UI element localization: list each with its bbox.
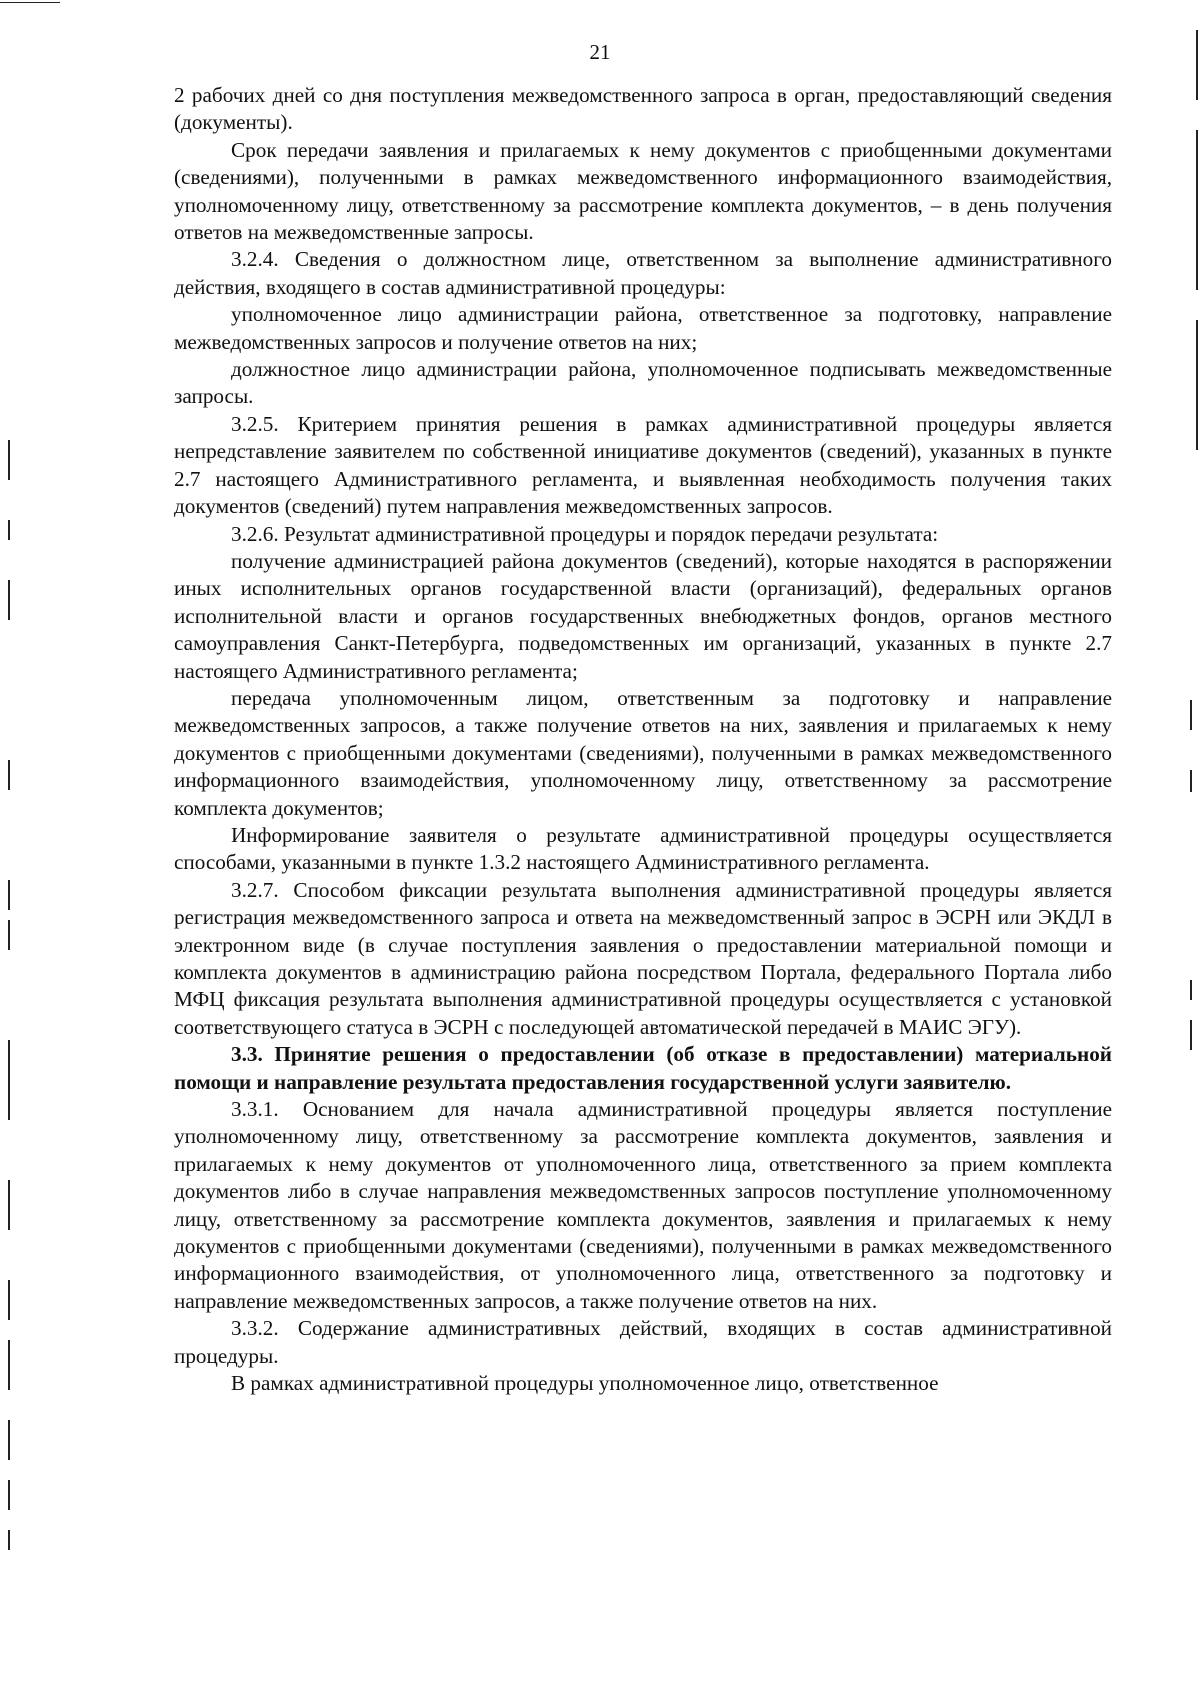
scan-artifact-left-edge <box>8 1480 10 1510</box>
scan-artifact-top-left <box>0 2 60 3</box>
scan-artifact-right-edge <box>1196 130 1198 290</box>
scan-artifact-left-edge <box>8 920 10 950</box>
paragraph-3-2-7: 3.2.7. Способом фиксации результата выполнения административной процедуры является регистрация межведомственного запроса и ответа на межведомственный запрос в ЭСРН или ЭКДЛ в электронном виде (в случае поступления заявления о предоставлении материальной помощи и комплекта документов в администрацию района посредством Портала, федерального Портала либо МФЦ фиксация результата выполнения административной процедуры осуществляется с установкой соответствующего статуса в ЭСРН с последующей автоматической передачей в МАИС ЭГУ). <box>174 877 1112 1039</box>
scan-artifact-left-edge <box>8 760 10 790</box>
section-heading-3-3: 3.3. Принятие решения о предоставлении (об отказе в предоставлении) материальной помощи и направление результата предоставления государственной услуги заявителю. <box>174 1042 1112 1094</box>
paragraph-3-2-5: 3.2.5. Критерием принятия решения в рамках административной процедуры является непредставление заявителем по собственной инициативе документов (сведений), указанных в пункте 2.7 настоящего Административного регламента, и выявленная необходимость получения таких документов (сведений) путем направления межведомственных запросов. <box>174 411 1112 519</box>
page-number: 21 <box>589 40 611 64</box>
scan-artifact-left-edge <box>8 1180 10 1230</box>
paragraph-8: получение администрацией района документов (сведений), которые находятся в распоряжении иных исполнительных органов государственной власти (организаций), федеральных органов исполнительной власти и органов государственных внебюджетных фондов, органов местного самоуправления Санкт-Петербурга, подведомственных им организаций, указанных в пункте 2.7 настоящего Административного регламента; <box>174 548 1112 683</box>
paragraph-2: Срок передачи заявления и прилагаемых к нему документов с приобщенными документами (сведениями), полученными в рамках межведомственного информационного взаимодействия, уполномоченному лицу, ответственному за рассмотрение комплекта документов, – в день получения ответов на межведомственные запросы. <box>174 137 1112 245</box>
document-body <box>174 82 1112 1398</box>
scan-artifact-right-edge <box>1190 770 1192 792</box>
scan-artifact-left-edge <box>8 1280 10 1320</box>
scan-artifact-left-edge <box>8 440 10 480</box>
scan-artifact-left-edge <box>8 880 10 910</box>
scan-artifact-left-edge <box>8 580 10 620</box>
scan-artifact-right-edge <box>1196 30 1198 100</box>
paragraph-15: В рамках административной процедуры уполномоченное лицо, ответственное <box>231 1371 939 1396</box>
paragraph-5: должностное лицо администрации района, уполномоченное подписывать межведомственные запросы. <box>174 357 1112 409</box>
scan-artifact-left-edge <box>8 1040 10 1120</box>
scan-artifact-right-edge <box>1196 320 1198 450</box>
paragraph-10: Информирование заявителя о результате административной процедуры осуществляется способами, указанными в пункте 1.3.2 настоящего Административного регламента. <box>174 822 1112 875</box>
paragraph-3-2-4: 3.2.4. Сведения о должностном лице, ответственном за выполнение административного действия, входящего в состав административной процедуры: <box>174 247 1112 299</box>
paragraph-9: передача уполномоченным лицом, ответственным за подготовку и направление межведомственных запросов, а также получение ответов на них, заявления и прилагаемых к нему документов с приобщенными документами (сведениями), полученными в рамках межведомственного информационного взаимодействия, уполномоченному лицу, ответственному за рассмотрение комплекта документов; <box>174 685 1112 820</box>
paragraph-4: уполномоченное лицо администрации района, ответственное за подготовку, направление межведомственных запросов и получение ответов на них; <box>174 302 1112 354</box>
scan-artifact-left-edge <box>8 520 10 540</box>
paragraph-3-3-2: 3.3.2. Содержание административных действий, входящих в состав административной процедуры. <box>174 1316 1112 1368</box>
scan-artifact-right-edge <box>1190 1020 1192 1050</box>
scan-artifact-left-edge <box>8 1340 10 1390</box>
scan-artifact-left-edge <box>8 1530 10 1550</box>
scan-artifact-right-edge <box>1190 980 1192 1000</box>
scan-artifact-right-edge <box>1190 700 1192 730</box>
paragraph-3-2-6: 3.2.6. Результат административной процедуры и порядок передачи результата: <box>231 521 939 546</box>
paragraph-3-3-1: 3.3.1. Основанием для начала административной процедуры является поступление уполномоченному лицу, ответственному за рассмотрение комплекта документов, заявления и прилагаемых к нему документов от уполномоченного лица, ответственного за прием комплекта документов либо в случае направления межведомственных запросов поступление уполномоченному лицу, ответственному за рассмотрение комплекта документов, заявления и прилагаемых к нему документов с приобщенными документами (сведениями), полученными в рамках межведомственного информационного взаимодействия, от уполномоченного лица, ответственного за подготовку и направление межведомственных запросов, а также получение ответов на них. <box>174 1097 1112 1313</box>
paragraph-1: 2 рабочих дней со дня поступления межведомственного запроса в орган, предоставляющий сведения (документы). <box>174 83 1112 135</box>
scan-artifact-left-edge <box>8 1420 10 1460</box>
